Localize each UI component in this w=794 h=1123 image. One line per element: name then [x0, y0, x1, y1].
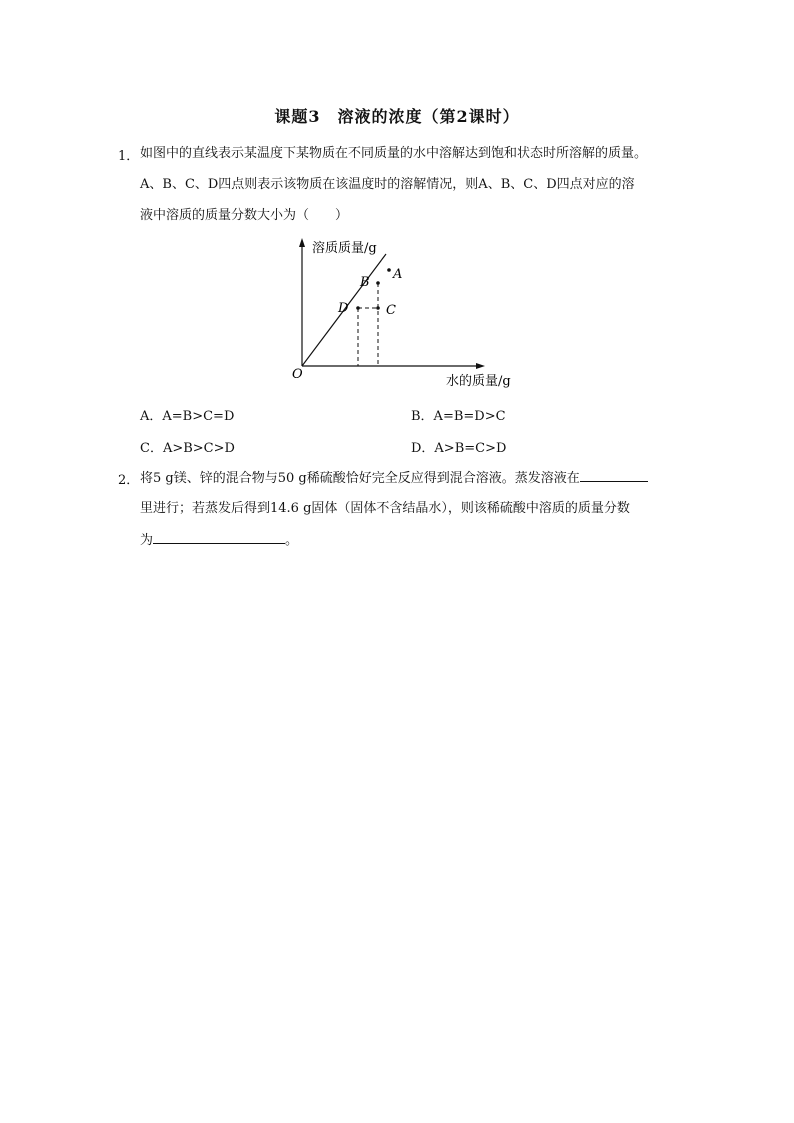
solubility-figure	[280, 232, 540, 392]
question-1-number: 1．	[118, 149, 140, 164]
x-axis-label: 水的质量/g	[446, 374, 511, 389]
y-axis-label: 溶质质量/g	[312, 241, 377, 256]
y-axis-arrow	[299, 238, 305, 247]
x-axis-arrow	[476, 363, 485, 369]
question-2-line-3-suffix: 。	[285, 533, 299, 548]
option-d[interactable]: D．A>B=C>D	[411, 441, 507, 456]
point-d	[356, 306, 360, 310]
option-b[interactable]: B．A=B=D>C	[411, 409, 506, 424]
question-2-line-1: 将5 g镁、锌的混合物与50 g稀硫酸恰好完全反应得到混合溶液。蒸发溶液在	[140, 471, 580, 486]
question-2-line-1-wrap	[140, 469, 648, 488]
answer-blank-1[interactable]	[580, 469, 648, 482]
label-c: C	[386, 303, 396, 318]
origin-label: O	[292, 367, 303, 382]
question-2-line-3-prefix: 为	[140, 533, 154, 548]
point-c	[376, 306, 380, 310]
question-1-line-3: 液中溶质的质量分数大小为（ ）	[140, 208, 349, 223]
label-b: B	[360, 275, 370, 290]
question-1-line-1: 如图中的直线表示某温度下某物质在不同质量的水中溶解达到饱和状态时所溶解的质量。	[140, 146, 648, 161]
label-a: A	[393, 267, 403, 282]
question-1-line-2: A、B、C、D四点则表示该物质在该温度时的溶解情况，则A、B、C、D四点对应的溶	[140, 177, 635, 192]
point-b	[376, 281, 380, 285]
question-2-line-2: 里进行；若蒸发后得到14.6 g固体（固体不含结晶水），则该稀硫酸中溶质的质量分数	[140, 501, 630, 516]
option-c[interactable]: C．A>B>C>D	[140, 441, 235, 456]
page-title: 课题3 溶液的浓度（第2课时）	[274, 107, 520, 126]
answer-blank-2[interactable]	[153, 531, 285, 544]
point-a	[387, 268, 391, 272]
question-2-number: 2．	[118, 473, 140, 488]
option-a[interactable]: A．A=B>C=D	[140, 409, 235, 424]
question-2-line-3-wrap	[140, 531, 298, 550]
label-d: D	[338, 301, 349, 316]
